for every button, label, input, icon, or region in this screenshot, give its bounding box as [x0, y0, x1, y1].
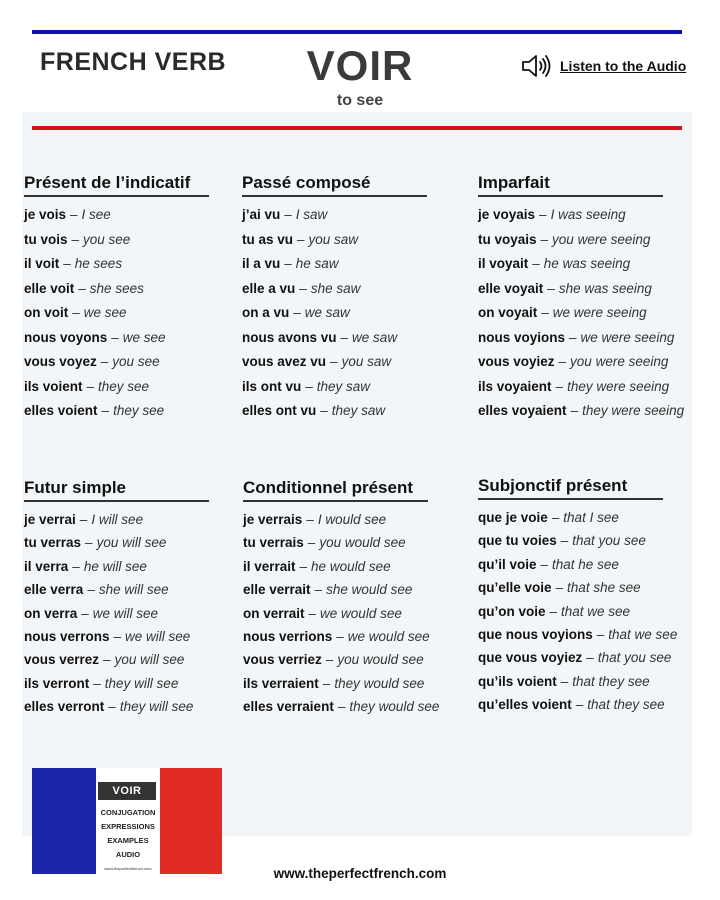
- english-translation: that they see: [587, 697, 665, 713]
- english-translation: they saw: [316, 378, 371, 394]
- english-translation: they see: [113, 403, 165, 418]
- french-form: elle verra: [24, 582, 84, 598]
- flag-blue-stripe: [32, 768, 96, 874]
- french-form: que vous voyiez: [478, 650, 583, 666]
- logo-menu-item: EXPRESSIONS: [101, 822, 155, 831]
- conjugation-row: [242, 203, 427, 228]
- french-form: qu’elle voie: [478, 580, 552, 596]
- french-form: que tu voies: [478, 533, 557, 549]
- english-translation: you saw: [308, 231, 359, 247]
- english-translation: we saw: [304, 305, 350, 320]
- french-form: vous voyez: [24, 354, 97, 369]
- english-translation: that she see: [567, 580, 641, 596]
- separator-dash: –: [86, 378, 95, 394]
- separator-dash: –: [71, 231, 80, 247]
- french-form: vous voyiez: [478, 354, 555, 369]
- verb-title: VOIR: [306, 42, 414, 89]
- french-form: il verra: [24, 558, 69, 574]
- conjugation-row: [24, 625, 209, 648]
- separator-dash: –: [113, 628, 122, 644]
- conjugation-row: [242, 350, 427, 375]
- conjugation-row: [24, 399, 209, 424]
- english-translation: that you see: [572, 533, 646, 549]
- conjugation-row: [243, 602, 439, 625]
- french-form: nous voyions: [478, 329, 566, 345]
- conjugation-row: [478, 203, 684, 228]
- separator-dash: –: [540, 231, 549, 247]
- separator-dash: –: [337, 699, 346, 715]
- french-form: elles verraient: [243, 699, 334, 715]
- english-translation: that we see: [608, 626, 678, 642]
- french-form: il voyait: [478, 256, 529, 271]
- conjugation-row: [478, 646, 677, 669]
- french-form: qu’elles voient: [478, 697, 572, 713]
- conjugation-row: [478, 693, 677, 716]
- conjugation-row: [242, 277, 427, 302]
- french-form: tu verrais: [243, 535, 304, 551]
- separator-dash: –: [299, 280, 307, 296]
- separator-dash: –: [322, 675, 331, 691]
- separator-dash: –: [560, 673, 569, 689]
- logo-menu-item: AUDIO: [115, 850, 141, 859]
- french-form: elle voyait: [478, 280, 544, 296]
- separator-dash: –: [308, 605, 317, 621]
- french-form: qu’il voie: [478, 556, 537, 572]
- tense-block-conditionnel: [243, 478, 439, 719]
- english-translation: she saw: [310, 280, 361, 296]
- conjugation-row: [243, 695, 439, 718]
- conjugation-list: [243, 508, 439, 719]
- french-form: je vois: [24, 207, 67, 222]
- separator-dash: –: [101, 403, 110, 418]
- conjugation-row: [478, 576, 677, 599]
- separator-dash: –: [78, 280, 86, 296]
- english-translation: they will see: [104, 675, 179, 691]
- separator-dash: –: [547, 280, 555, 296]
- english-translation: we were seeing: [580, 329, 675, 345]
- separator-dash: –: [558, 354, 567, 369]
- conjugation-row: [24, 602, 209, 625]
- conjugation-row: [478, 301, 684, 326]
- english-translation: I see: [81, 207, 111, 222]
- conjugation-row: [478, 228, 684, 253]
- tense-block-futur-simple: [24, 478, 209, 719]
- english-translation: you would see: [319, 535, 406, 551]
- french-form: elle voit: [24, 280, 75, 296]
- english-translation: that they see: [572, 673, 650, 689]
- french-form: que nous voyions: [478, 626, 593, 642]
- separator-dash: –: [100, 354, 109, 369]
- separator-dash: –: [541, 305, 549, 320]
- conjugation-row: [242, 375, 427, 400]
- tense-title: Imparfait: [478, 173, 663, 197]
- separator-dash: –: [284, 207, 292, 222]
- english-translation: you saw: [341, 354, 392, 369]
- separator-dash: –: [560, 533, 569, 549]
- separator-dash: –: [330, 354, 338, 369]
- conjugation-row: [478, 375, 684, 400]
- english-translation: that we see: [561, 603, 631, 619]
- separator-dash: –: [532, 256, 540, 271]
- english-translation: you will see: [114, 652, 185, 668]
- conjugation-row: [478, 399, 684, 424]
- separator-dash: –: [70, 207, 78, 222]
- conjugation-row: [24, 326, 209, 351]
- english-translation: he will see: [83, 558, 147, 574]
- flag-white-stripe: [96, 768, 160, 874]
- english-translation: that he see: [552, 556, 619, 572]
- english-translation: he sees: [74, 256, 123, 271]
- french-form: je verrai: [24, 512, 76, 527]
- english-translation: she would see: [326, 582, 413, 598]
- english-translation: we see: [83, 305, 127, 320]
- french-form: elle a vu: [242, 280, 296, 296]
- separator-dash: –: [63, 256, 71, 271]
- flag-red-stripe: [160, 768, 222, 874]
- french-form: on verrait: [243, 605, 305, 621]
- english-translation: you will see: [96, 535, 167, 551]
- conjugation-row: [24, 695, 209, 718]
- conjugation-row: [242, 252, 427, 277]
- conjugation-row: [24, 508, 209, 531]
- french-form: j’ai vu: [242, 207, 281, 222]
- conjugation-row: [478, 529, 677, 552]
- conjugation-row: [24, 672, 209, 695]
- separator-dash: –: [79, 512, 88, 527]
- french-form: vous verriez: [243, 652, 322, 668]
- french-form: elle verrait: [243, 582, 311, 598]
- english-translation: we will see: [92, 605, 159, 621]
- french-form: je voyais: [478, 207, 536, 222]
- french-form: vous avez vu: [242, 354, 327, 369]
- separator-dash: –: [314, 582, 323, 598]
- french-form: il voit: [24, 256, 60, 271]
- conjugation-row: [24, 531, 209, 554]
- english-translation: we would see: [347, 628, 430, 644]
- separator-dash: –: [555, 580, 564, 596]
- english-translation: you see: [83, 231, 131, 247]
- english-translation: we were seeing: [552, 305, 647, 320]
- french-form: qu’on voie: [478, 603, 546, 619]
- english-translation: they will see: [119, 699, 194, 715]
- french-form: nous avons vu: [242, 329, 337, 345]
- separator-dash: –: [108, 699, 116, 715]
- separator-dash: –: [111, 329, 119, 345]
- conjugation-row: [478, 326, 684, 351]
- separator-dash: –: [306, 512, 314, 527]
- conjugation-row: [478, 600, 677, 623]
- conjugation-row: [24, 203, 209, 228]
- top-blue-rule: [32, 30, 682, 34]
- speaker-icon: [520, 52, 552, 80]
- french-form: elles voient: [24, 403, 98, 418]
- conjugation-row: [242, 228, 427, 253]
- separator-dash: –: [299, 558, 308, 574]
- separator-dash: –: [297, 231, 305, 247]
- separator-dash: –: [586, 650, 594, 666]
- french-form: elles verront: [24, 699, 105, 715]
- conjugation-row: [24, 252, 209, 277]
- conjugation-row: [243, 531, 439, 554]
- french-form: tu vois: [24, 231, 68, 247]
- logo-verb-badge: VOIR: [98, 782, 156, 800]
- english-translation: they would see: [349, 699, 440, 715]
- separator-dash: –: [340, 329, 349, 345]
- separator-dash: –: [307, 535, 316, 551]
- conjugation-row: [24, 228, 209, 253]
- tense-title: Futur simple: [24, 478, 209, 502]
- conjugation-row: [24, 648, 209, 671]
- conjugation-list: [24, 203, 209, 424]
- separator-dash: –: [549, 603, 558, 619]
- french-form: vous verrez: [24, 652, 100, 668]
- french-form: qu’ils voient: [478, 673, 557, 689]
- french-form: ils voient: [24, 378, 83, 394]
- header-label: FRENCH VERB: [40, 48, 227, 76]
- french-form: elles ont vu: [242, 403, 317, 418]
- conjugation-list: [478, 506, 677, 717]
- english-translation: they saw: [331, 403, 386, 418]
- conjugation-row: [478, 252, 684, 277]
- conjugation-list: [242, 203, 427, 424]
- conjugation-row: [24, 375, 209, 400]
- english-translation: that you see: [597, 650, 672, 666]
- verb-translation: to see: [336, 92, 384, 109]
- red-rule: [32, 126, 682, 130]
- conjugation-row: [478, 350, 684, 375]
- logo-menu-item: EXAMPLES: [107, 836, 149, 845]
- french-form: ils voyaient: [478, 378, 552, 394]
- logo-site: www.theperfectfrench.com: [104, 866, 152, 871]
- french-form: tu verras: [24, 535, 82, 551]
- english-translation: you were seeing: [552, 231, 651, 247]
- english-translation: we saw: [352, 329, 398, 345]
- french-form: on voit: [24, 305, 69, 320]
- separator-dash: –: [539, 207, 547, 222]
- french-form: nous verrons: [24, 628, 110, 644]
- separator-dash: –: [551, 510, 560, 525]
- english-translation: he was seeing: [543, 256, 631, 271]
- french-flag-logo: [32, 768, 222, 874]
- english-translation: she sees: [89, 280, 144, 296]
- conjugation-row: [24, 555, 209, 578]
- tense-title: Subjonctif présent: [478, 476, 663, 500]
- conjugation-row: [24, 350, 209, 375]
- conjugation-row: [242, 326, 427, 351]
- french-form: nous voyons: [24, 329, 108, 345]
- separator-dash: –: [555, 378, 564, 394]
- separator-dash: –: [320, 403, 328, 418]
- conjugation-row: [478, 277, 684, 302]
- conjugation-row: [243, 508, 439, 531]
- separator-dash: –: [596, 626, 605, 642]
- english-translation: I would see: [317, 512, 387, 527]
- english-translation: we would see: [320, 605, 402, 621]
- english-translation: they were seeing: [582, 403, 685, 418]
- footer-url[interactable]: www.theperfectfrench.com: [273, 866, 447, 881]
- french-form: tu as vu: [242, 231, 294, 247]
- english-translation: I will see: [91, 512, 144, 527]
- listen-audio-link[interactable]: [520, 52, 686, 80]
- separator-dash: –: [72, 558, 80, 574]
- french-form: elles voyaient: [478, 403, 567, 418]
- tense-title: Conditionnel présent: [243, 478, 428, 502]
- separator-dash: –: [570, 403, 579, 418]
- french-form: je verrais: [243, 512, 303, 527]
- conjugation-row: [478, 506, 677, 529]
- english-translation: he saw: [295, 256, 339, 271]
- french-form: nous verrions: [243, 628, 333, 644]
- english-translation: they would see: [334, 675, 425, 691]
- french-form: ils ont vu: [242, 378, 302, 394]
- conjugation-list: [24, 508, 209, 719]
- separator-dash: –: [81, 605, 89, 621]
- separator-dash: –: [93, 675, 101, 691]
- separator-dash: –: [305, 378, 313, 394]
- separator-dash: –: [336, 628, 344, 644]
- separator-dash: –: [540, 556, 549, 572]
- english-translation: that I see: [563, 510, 619, 525]
- separator-dash: –: [293, 305, 301, 320]
- tense-block-present: [24, 173, 209, 424]
- conjugation-row: [242, 399, 427, 424]
- tense-title: Passé composé: [242, 173, 427, 197]
- conjugation-row: [478, 623, 677, 646]
- conjugation-row: [478, 670, 677, 693]
- conjugation-row: [478, 553, 677, 576]
- english-translation: I saw: [295, 207, 328, 222]
- french-form: on voyait: [478, 305, 538, 320]
- tense-block-passe-compose: [242, 173, 427, 424]
- french-form: que je voie: [478, 510, 548, 525]
- conjugation-list: [478, 203, 684, 424]
- separator-dash: –: [575, 697, 584, 713]
- english-translation: they were seeing: [567, 378, 670, 394]
- conjugation-row: [243, 578, 439, 601]
- english-translation: we will see: [125, 628, 191, 644]
- french-form: ils verraient: [243, 675, 319, 691]
- conjugation-row: [243, 625, 439, 648]
- tense-block-imparfait: [478, 173, 684, 424]
- conjugation-row: [243, 672, 439, 695]
- conjugation-row: [24, 578, 209, 601]
- english-translation: you see: [112, 354, 160, 369]
- tense-title: Présent de l’indicatif: [24, 173, 209, 197]
- separator-dash: –: [569, 329, 577, 345]
- separator-dash: –: [325, 652, 334, 668]
- listen-audio-label[interactable]: Listen to the Audio: [560, 58, 687, 74]
- french-form: on a vu: [242, 305, 290, 320]
- conjugation-row: [242, 301, 427, 326]
- english-translation: they see: [98, 378, 150, 394]
- separator-dash: –: [103, 652, 111, 668]
- separator-dash: –: [72, 305, 80, 320]
- separator-dash: –: [284, 256, 292, 271]
- french-form: il a vu: [242, 256, 281, 271]
- french-form: tu voyais: [478, 231, 537, 247]
- french-form: il verrait: [243, 558, 296, 574]
- logo-menu: [96, 806, 160, 862]
- separator-dash: –: [85, 535, 93, 551]
- english-translation: you were seeing: [570, 354, 669, 369]
- conjugation-row: [243, 648, 439, 671]
- english-translation: I was seeing: [550, 207, 626, 222]
- separator-dash: –: [87, 582, 95, 598]
- english-translation: he would see: [311, 558, 391, 574]
- french-form: ils verront: [24, 675, 90, 691]
- english-translation: she was seeing: [558, 280, 652, 296]
- tense-block-subjonctif: [478, 476, 677, 717]
- conjugation-row: [243, 555, 439, 578]
- logo-menu-item: CONJUGATION: [100, 808, 156, 817]
- english-translation: she will see: [98, 582, 169, 598]
- english-translation: you would see: [337, 652, 424, 668]
- french-form: on verra: [24, 605, 78, 621]
- conjugation-row: [24, 277, 209, 302]
- english-translation: we see: [122, 329, 166, 345]
- conjugation-row: [24, 301, 209, 326]
